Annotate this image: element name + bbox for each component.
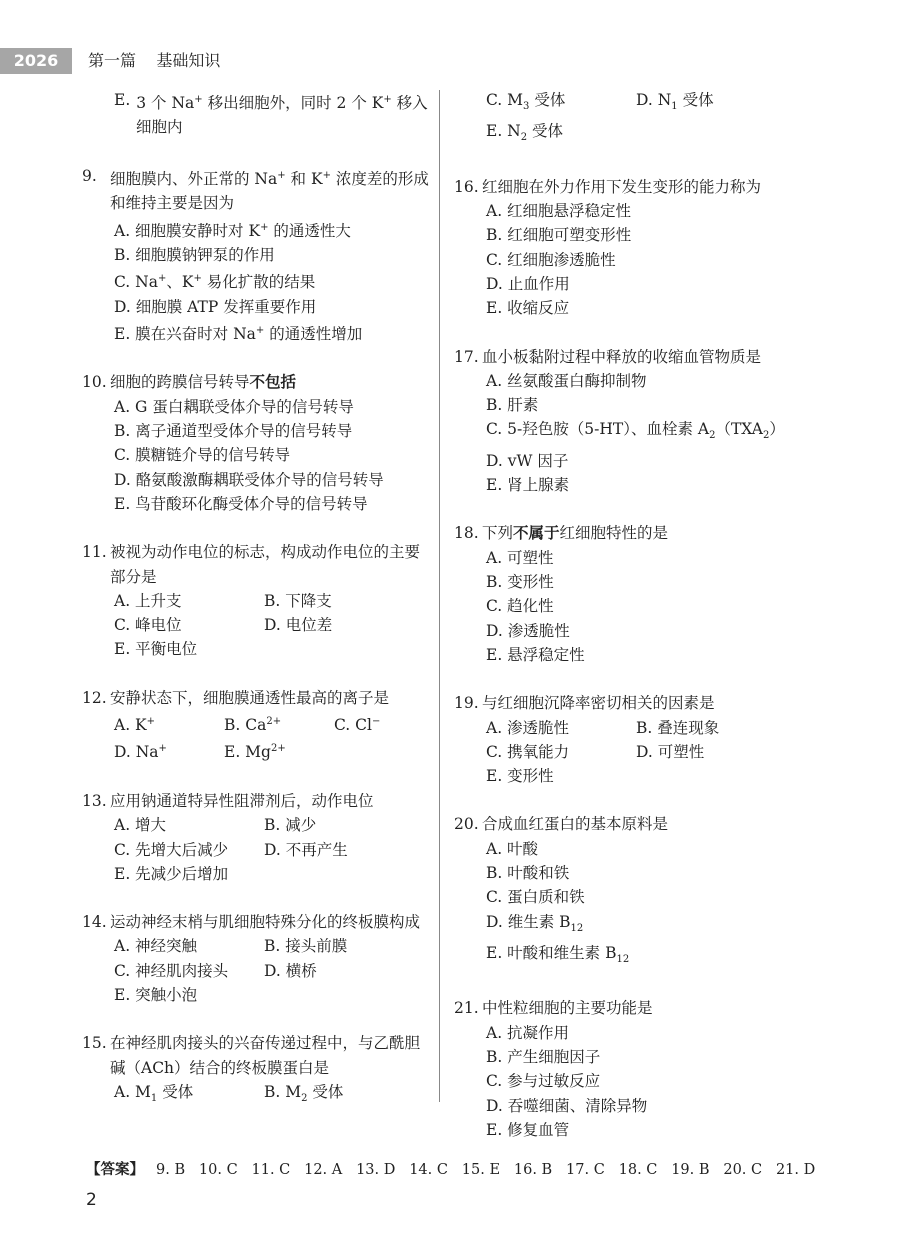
question-text: 红细胞在外力作用下发生变形的能力称为	[482, 177, 762, 196]
option-e: E. 收缩反应	[486, 299, 570, 318]
option-e: E. 肾上腺素	[486, 476, 570, 495]
question-number: 12.	[82, 688, 107, 707]
question-stem	[454, 521, 804, 545]
question-text: 细胞的跨膜信号转导不包括	[110, 373, 297, 392]
question-text: 与红细胞沉降率密切相关的因素是	[482, 694, 715, 713]
option-d: D. 维生素 $B_{12}$	[486, 912, 584, 934]
question-16	[454, 175, 804, 321]
option-b: B. $M_2$ 受体	[264, 1082, 344, 1104]
option-e: E. 修复血管	[486, 1120, 570, 1139]
option-d: D. 吞噬细菌、清除异物	[486, 1096, 648, 1115]
question-17	[454, 345, 804, 498]
question-text: 细胞膜内、外正常的 Na+ 和 K+ 浓度差的形成和维持主要是因为	[110, 169, 429, 213]
option-a: A. K+	[114, 716, 156, 735]
column-divider	[439, 90, 440, 1102]
option-d: D. 不再产生	[264, 840, 348, 859]
option-a: A. $M_1$ 受体	[114, 1082, 194, 1104]
left-column	[82, 88, 432, 1135]
options-row	[82, 710, 432, 737]
question-11	[82, 540, 432, 661]
option-b: B. 红细胞可塑变形性	[486, 226, 632, 245]
option-b: B. 变形性	[486, 573, 554, 592]
question-number: 17.	[454, 347, 479, 366]
options-row	[82, 737, 432, 764]
option-text: 3 个 Na+ 移出细胞外，同时 2 个 K+ 移入	[136, 94, 428, 113]
question-number: 10.	[82, 373, 107, 392]
option-b: B. 下降支	[264, 591, 332, 610]
question-stem	[454, 691, 804, 715]
question-10	[82, 370, 432, 516]
option-a: A. 细胞膜安静时对 K+ 的通透性大	[114, 221, 351, 240]
keyword-emphasis: 不属于	[513, 524, 560, 543]
option-d: D. 横桥	[264, 961, 317, 980]
answer-key	[86, 1158, 815, 1179]
option-a: A. 丝氨酸蛋白酶抑制物	[486, 371, 647, 390]
question-stem	[82, 910, 432, 934]
option-e: E. $N_2$ 受体	[486, 122, 564, 144]
option-a: A. G 蛋白耦联受体介导的信号转导	[114, 397, 354, 416]
option-e: E. 突触小泡	[114, 986, 198, 1004]
options-row	[82, 589, 432, 613]
option-a: A. 叶酸	[486, 839, 539, 858]
question-stem	[454, 812, 804, 836]
option-d: D. 可塑性	[636, 742, 705, 761]
option-b: B. 接头前膜	[264, 937, 348, 956]
option-c: C. 蛋白质和铁	[486, 888, 585, 907]
option-c: C. 参与过敏反应	[486, 1072, 601, 1091]
options-row	[82, 959, 432, 983]
question-number: 15.	[82, 1034, 107, 1053]
chapter-title: 第一篇 基础知识	[88, 51, 221, 70]
question-20	[454, 812, 804, 972]
question-stem	[82, 164, 432, 216]
question-14	[82, 910, 432, 1007]
option-e: E. 变形性	[486, 767, 554, 786]
option-e: E. $Mg^{2+}$	[224, 743, 286, 762]
option-a: A. 神经突触	[114, 937, 198, 956]
option-d: D. 酪氨酸激酶耦联受体介导的信号转导	[114, 470, 384, 489]
right-column	[454, 88, 804, 1166]
question-15	[82, 1031, 432, 1111]
question-stem	[82, 540, 432, 589]
question-text: 在神经肌肉接头的兴奋传递过程中，与乙酰胆碱（ACh）结合的终板膜蛋白是	[110, 1034, 421, 1077]
option-label: E.	[114, 91, 131, 109]
question-number: 13.	[82, 791, 107, 810]
option-a: A. 红细胞悬浮稳定性	[486, 202, 632, 221]
question-stem	[82, 370, 432, 394]
option-d: D. 电位差	[264, 616, 333, 635]
option-c: C. Cl−	[334, 716, 381, 735]
question-15-continuation	[454, 88, 804, 151]
option-a: A. 上升支	[114, 591, 182, 610]
option-c: C. Na+、K+ 易化扩散的结果	[114, 273, 316, 292]
question-text: 被视为动作电位的标志，构成动作电位的主要部分是	[110, 543, 421, 586]
question-number: 11.	[82, 543, 107, 562]
question-12	[82, 686, 432, 765]
option-d: D. vW 因子	[486, 451, 569, 470]
option-a: A. 可塑性	[486, 548, 554, 567]
option-c: C. 携氧能力	[486, 742, 570, 761]
question-number: 9.	[82, 166, 97, 185]
option-b: B. 减少	[264, 816, 317, 835]
option-c: C. 先增大后减少	[114, 840, 229, 859]
option-a: A. 渗透脆性	[486, 718, 570, 737]
question-number: 14.	[82, 913, 107, 932]
question-18	[454, 521, 804, 667]
option-c: C. 5-羟色胺（5-HT）、血栓素 $A_2(TXA_2)$	[486, 420, 785, 442]
option-e: E. 膜在兴奋时对 Na+ 的通透性增加	[114, 325, 363, 344]
options-row	[82, 613, 432, 637]
option-c: C. $M_3$ 受体	[486, 91, 566, 113]
question-13	[82, 789, 432, 886]
option-d: D. $N_1$ 受体	[636, 91, 714, 113]
option-e	[82, 88, 432, 115]
question-text: 安静状态下，细胞膜通透性最高的离子是	[110, 688, 390, 707]
option-b: B. 离子通道型受体介导的信号转导	[114, 422, 353, 441]
question-number: 16.	[454, 177, 479, 196]
option-d: D. 渗透脆性	[486, 621, 570, 640]
options-row	[82, 1080, 432, 1111]
option-b: B. 肝素	[486, 396, 539, 415]
question-9	[82, 164, 432, 347]
question-stem	[82, 1031, 432, 1080]
keyword-emphasis: 不包括	[249, 373, 297, 392]
question-text: 中性粒细胞的主要功能是	[482, 999, 653, 1018]
option-c: C. 红细胞渗透脆性	[486, 250, 616, 269]
option-d: D. 止血作用	[486, 274, 570, 293]
option-b: B. 叠连现象	[636, 718, 720, 737]
page-number: 2	[86, 1190, 97, 1210]
options-row	[454, 716, 804, 740]
option-c: C. 神经肌肉接头	[114, 961, 229, 980]
option-e: E. 叶酸和维生素 $B_{12}$	[486, 943, 630, 966]
answer-key-text: 9. B 10. C 11. C 12. A 13. D 14. C 15. E 16. B 17. C 18. C 19. B 20. C 21. D	[156, 1162, 816, 1178]
question-number: 20.	[454, 815, 479, 834]
option-e: E. 先减少后增加	[114, 864, 229, 883]
options-row	[82, 934, 432, 958]
question-number: 21.	[454, 999, 479, 1018]
question-stem	[454, 175, 804, 199]
option-e: E. 平衡电位	[114, 640, 198, 659]
option-b: B. 细胞膜钠钾泵的作用	[114, 245, 275, 264]
option-d: D. 细胞膜 ATP 发挥重要作用	[114, 297, 317, 316]
question-text: 下列不属于红细胞特性的是	[482, 524, 669, 543]
options-row	[82, 813, 432, 837]
question-text: 合成血红蛋白的基本原料是	[482, 815, 669, 834]
option-e: E. 悬浮稳定性	[486, 645, 585, 664]
options-row	[82, 838, 432, 862]
question-8-continuation	[82, 88, 432, 140]
option-a: A. 增大	[114, 816, 167, 835]
option-b: B. 叶酸和铁	[486, 864, 570, 882]
option-e-continuation: 细胞内	[136, 118, 183, 137]
option-c: C. 膜糖链介导的信号转导	[114, 446, 291, 465]
question-text: 血小板黏附过程中释放的收缩血管物质是	[482, 347, 762, 366]
question-text: 应用钠通道特异性阻滞剂后，动作电位	[110, 791, 374, 810]
option-a: A. 抗凝作用	[486, 1023, 570, 1042]
question-stem	[82, 686, 432, 710]
question-number: 18.	[454, 524, 479, 543]
question-text: 运动神经末梢与肌细胞特殊分化的终板膜构成	[110, 913, 421, 932]
question-number: 19.	[454, 694, 479, 713]
option-c: C. 趋化性	[486, 597, 554, 616]
option-d: D. Na+	[114, 743, 167, 762]
question-19	[454, 691, 804, 788]
page-header	[0, 48, 900, 74]
options-row	[454, 740, 804, 764]
option-c: C. 峰电位	[114, 616, 182, 635]
question-21	[454, 996, 804, 1142]
question-stem	[454, 345, 804, 369]
year-badge: 2026	[0, 48, 72, 74]
option-b: B. $Ca^{2+}$	[224, 716, 282, 735]
question-stem	[82, 789, 432, 813]
question-stem	[454, 996, 804, 1020]
option-b: B. 产生细胞因子	[486, 1047, 601, 1066]
options-row	[454, 88, 804, 119]
option-e: E. 鸟苷酸环化酶受体介导的信号转导	[114, 494, 368, 513]
answer-key-label: 【答案】	[86, 1162, 144, 1178]
